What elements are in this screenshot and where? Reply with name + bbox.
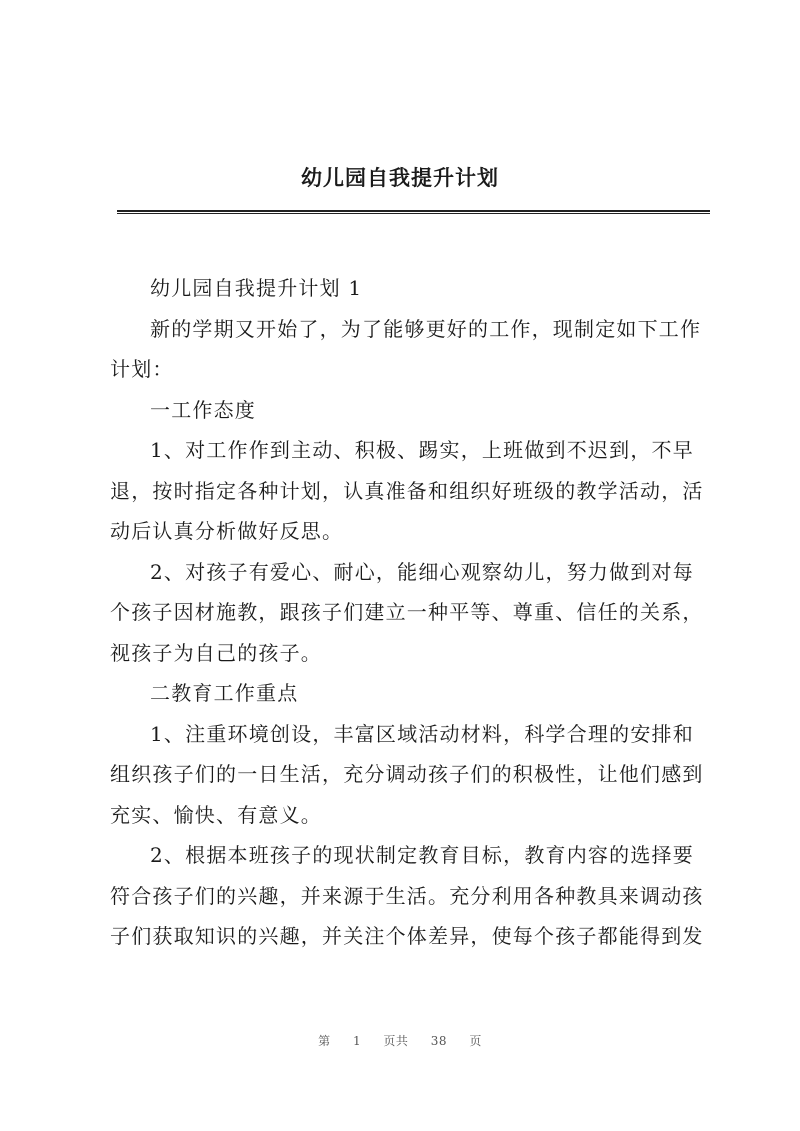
total-pages-number: 38: [430, 1034, 448, 1048]
text-line: 新的学期又开始了，为了能够更好的工作，现制定如下工作: [150, 316, 702, 341]
current-page-number: 1: [352, 1034, 362, 1048]
text-line: 计划：: [110, 357, 174, 381]
footer-label: 页: [469, 1034, 482, 1048]
text-line: 幼儿园自我提升计划 1: [150, 276, 363, 300]
paragraph: [110, 552, 710, 674]
paragraph: [110, 430, 710, 552]
section-heading: [110, 673, 710, 714]
paragraph: [110, 309, 710, 390]
text-line: 2、对孩子有爱心、耐心，能细心观察幼儿，努力做到对每: [150, 559, 694, 584]
paragraph: [110, 268, 710, 309]
footer-label: 第: [318, 1034, 331, 1048]
text-line: 1、注重环境创设，丰富区域活动材料，科学合理的安排和: [150, 721, 694, 746]
text-line: 视孩子为自己的孩子。: [110, 640, 322, 665]
text-line: 二教育工作重点: [150, 681, 299, 705]
text-line: 符合孩子们的兴趣，并来源于生活。充分利用各种教具来调动孩: [110, 883, 704, 908]
text-line: 1、对工作作到主动、积极、踢实，上班做到不迟到，不早: [150, 438, 694, 462]
title-divider: [117, 210, 710, 214]
text-line: 2、根据本班孩子的现状制定教育目标，教育内容的选择要: [150, 843, 694, 867]
text-line: 退，按时指定各种计划，认真准备和组织好班级的教学活动，活: [110, 478, 704, 503]
text-line: 组织孩子们的一日生活，充分调动孩子们的积极性，让他们感到: [110, 762, 704, 786]
text-line: 充实、愉快、有意义。: [110, 802, 322, 827]
text-line: 个孩子因材施教，跟孩子们建立一种平等、尊重、信任的关系，: [110, 600, 704, 624]
footer-label: 页共: [383, 1034, 409, 1048]
text-line: 子们获取知识的兴趣，并关注个体差异，使每个孩子都能得到发: [110, 924, 704, 948]
text-line: 动后认真分析做好反思。: [110, 519, 344, 543]
paragraph: [110, 714, 710, 836]
section-heading: [110, 390, 710, 431]
page-title: 幼儿园自我提升计划: [301, 166, 499, 190]
page-footer: [0, 1032, 800, 1049]
text-line: 一工作态度: [150, 397, 256, 422]
paragraph: [110, 835, 710, 957]
document-body: [110, 268, 710, 957]
